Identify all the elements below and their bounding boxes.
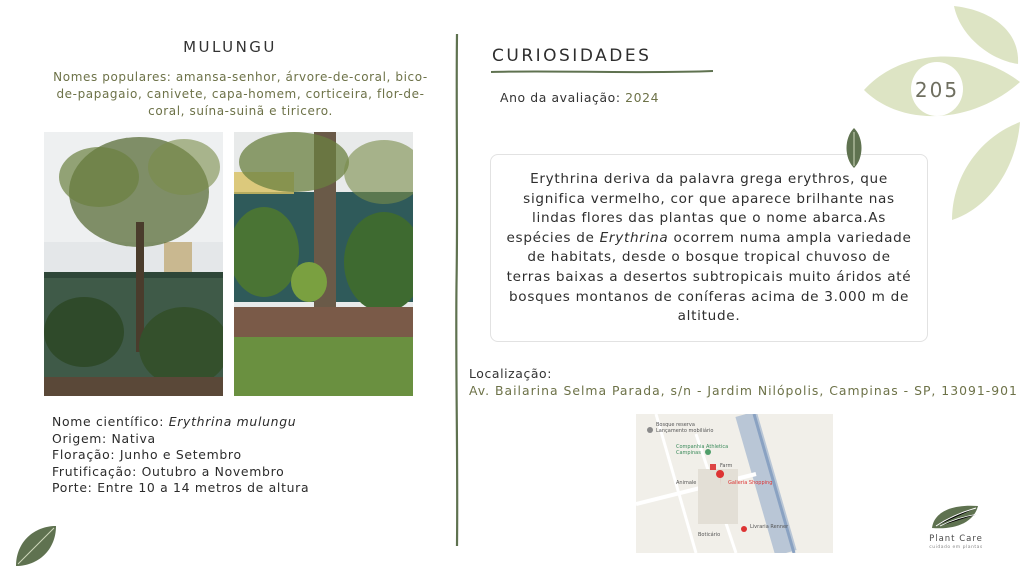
map-label-bottom-left: Boticário <box>698 532 721 538</box>
map-label-mall: Galleria Shopping <box>728 480 773 486</box>
popular-names: Nomes populares: amansa-senhor, árvore-de-coral, bico-de-papagaio, canivete, capa-homem, corticeira, flor-de-coral, suína-suinã e tiricero. <box>53 70 428 118</box>
fact-origin: Origem: Nativa <box>52 430 156 446</box>
location-label: Localização: <box>469 366 553 381</box>
fact-scientific-name <box>52 414 309 431</box>
scientific-value: Erythrina mulungu <box>168 414 297 429</box>
column-divider <box>452 34 462 546</box>
map-label-park: Companhia Athletica Campinas <box>676 444 729 456</box>
evaluation-year <box>500 90 659 105</box>
fact-flowering: Floração: Junho e Setembro <box>52 447 242 463</box>
tree-photo-wide <box>44 132 223 396</box>
shop-pin-icon <box>741 526 747 532</box>
brand-tagline: cuidado em plantas <box>929 545 983 550</box>
fact-size: Porte: Entre 10 a 14 metros de altura <box>52 480 310 496</box>
leaf-icon <box>10 522 60 570</box>
year-label: Ano da avaliação: <box>500 90 621 105</box>
map-label-shop-left: Animale <box>676 480 697 486</box>
map-label-shop-bottom: Livraria Renner <box>750 524 789 530</box>
plant-title: MULUNGU <box>183 38 277 56</box>
curiosities-text-2: ocorrem numa ampla variedade de habitats, desde o bosque tropical chuvoso de terras baixas a desertos subtropicais muito áridos até bosques montanos de coníferas acima de 3.000 m de altitude. <box>506 229 912 325</box>
store-pin-icon <box>710 464 716 470</box>
scientific-label: Nome científico: <box>52 414 169 429</box>
map-label-store: Farm <box>720 463 733 469</box>
fact-fruiting: Frutificação: Outubro a Novembro <box>52 463 285 479</box>
year-value: 2024 <box>625 90 660 105</box>
location-address: Av. Bailarina Selma Parada, s/n - Jardim Nilópolis, Campinas - SP, 13091-901 <box>469 383 1018 398</box>
curiosities-text-italic: Erythrina <box>599 229 669 246</box>
map-label-top: Bosque reserva Lançamento mobiliário <box>656 422 714 434</box>
title-underline <box>491 68 713 76</box>
plant-facts <box>52 414 309 497</box>
curiosities-title: CURIOSIDADES <box>492 46 652 66</box>
location-map[interactable] <box>636 414 833 553</box>
page-number-badge: 205 <box>914 78 960 102</box>
tree-photo-trunk <box>234 132 413 396</box>
curiosities-text-1: Erythrina deriva da palavra grega erythros, que significa vermelho, cor que aparece brilhante nas lindas flores das plantas que o nome abarca.As espécies de <box>506 171 895 246</box>
leaf-icon <box>844 128 864 168</box>
brand-name: Plant Care <box>929 534 983 544</box>
